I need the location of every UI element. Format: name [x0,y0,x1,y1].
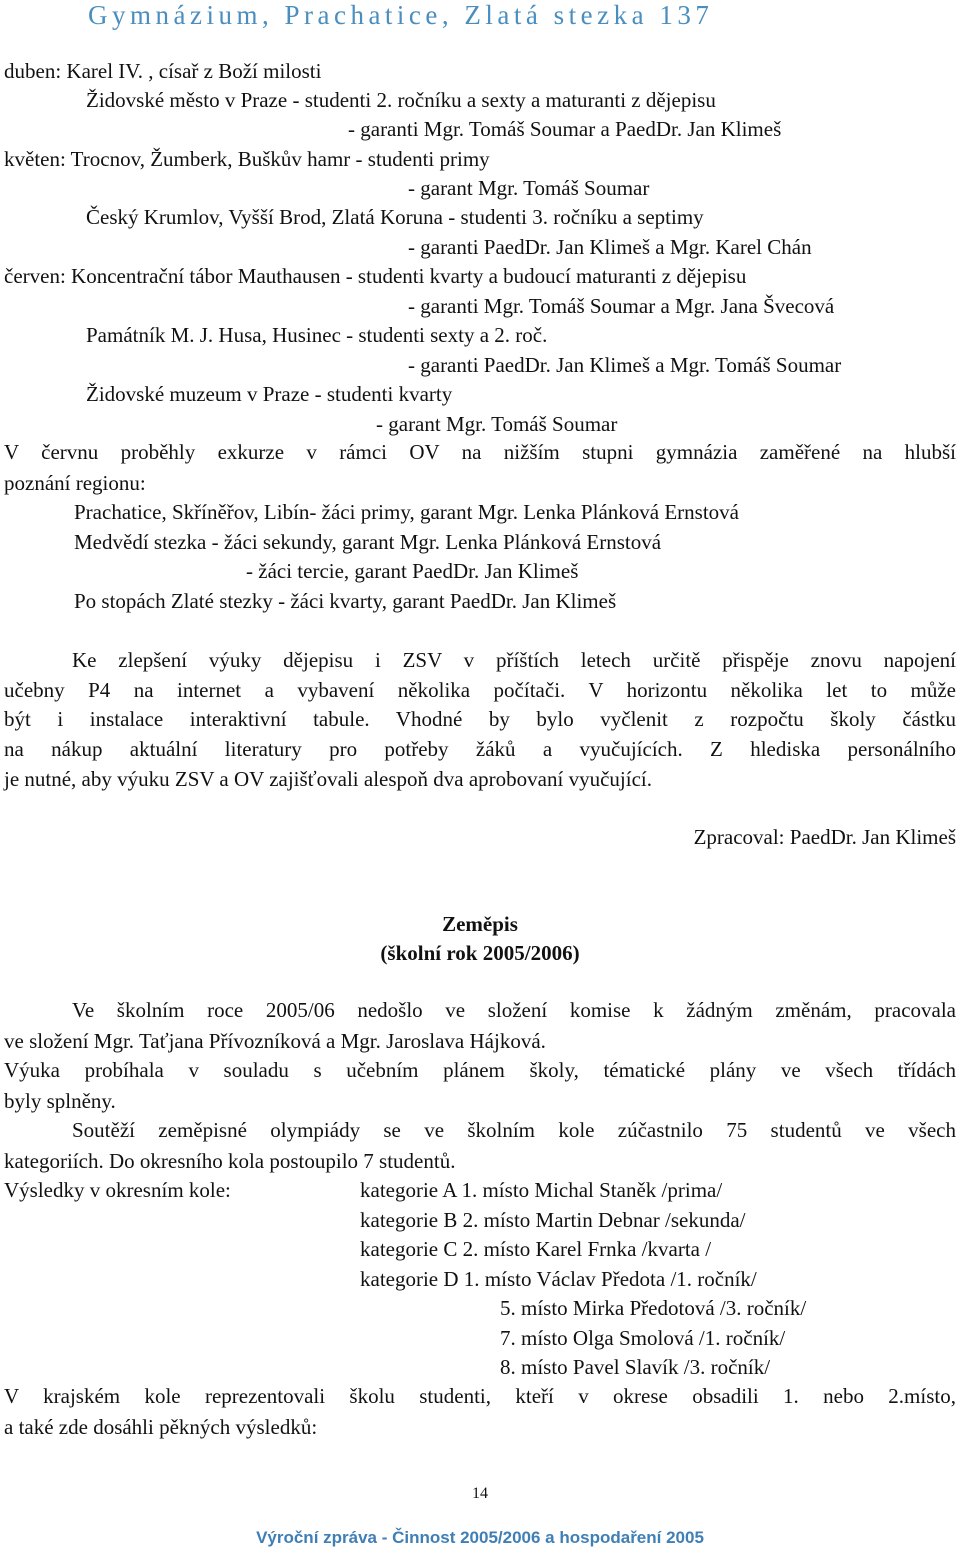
improvement-paragraph-line: Ke zlepšení výuky dějepisu i ZSV v příštích letech určitě přispěje znovu napojení [72,648,956,672]
excursion-guarantor: - garanti Mgr. Tomáš Soumar a Mgr. Jana Švecová [408,294,835,318]
ov-list-item: Prachatice, Skříněřov, Libín- žáci primy, garant Mgr. Lenka Plánková Ernstová [74,500,739,524]
excursion-april: duben: Karel IV. , císař z Boží milosti [4,59,322,83]
page-number: 14 [472,1485,488,1502]
geo-paragraph-line: Soutěží zeměpisné olympiády se ve školním kole zúčastnilo 75 studentů ve všech [72,1118,956,1142]
result-item: 8. místo Pavel Slavík /3. ročník/ [500,1355,771,1379]
geo-paragraph-line: kategoriích. Do okresního kola postoupilo 7 studentů. [4,1149,456,1173]
section-subtitle: (školní rok 2005/2006) [380,941,580,965]
ov-list-item: - žáci tercie, garant PaedDr. Jan Klimeš [246,559,579,583]
improvement-paragraph-line: být i instalace interaktivní tabule. Vhodné by bylo vyčlenit z rozpočtu školy částku [4,707,956,731]
page-footer: Výroční zpráva - Činnost 2005/2006 a hospodaření 2005 [256,1528,704,1547]
result-item: 7. místo Olga Smolová /1. ročník/ [500,1326,786,1350]
excursion-guarantor: - garant Mgr. Tomáš Soumar [376,412,618,436]
geo-paragraph-line: Ve školním roce 2005/06 nedošlo ve složení komise k žádným změnám, pracovala [72,998,956,1022]
ov-paragraph-line: V červnu proběhly exkurze v rámci OV na nižším stupni gymnázia zaměřené na hlubší [4,440,956,464]
ov-paragraph-line: poznání regionu: [4,471,146,495]
geo-paragraph-line: Výuka probíhala v souladu s učebním plánem školy, tématické plány ve všech třídách [4,1058,956,1082]
ov-list-item: Po stopách Zlaté stezky - žáci kvarty, garant PaedDr. Jan Klimeš [74,589,617,613]
geo-paragraph-line: byly splněny. [4,1089,116,1113]
excursion-may: květen: Trocnov, Žumberk, Buškův hamr - studenti primy [4,147,490,171]
geo-paragraph-line: a také zde dosáhli pěkných výsledků: [4,1415,318,1439]
result-item: kategorie B 2. místo Martin Debnar /sekunda/ [360,1208,746,1232]
signature: Zpracoval: PaedDr. Jan Klimeš [693,825,956,849]
improvement-paragraph-line: na nákup aktuální literatury pro potřeby žáků a vyučujících. Z hlediska personálního [4,737,956,761]
results-label: Výsledky v okresním kole: [4,1178,231,1202]
excursion-june: červen: Koncentrační tábor Mauthausen - studenti kvarty a budoucí maturanti z dějepisu [4,264,747,288]
excursion-line: Židovské město v Praze - studenti 2. ročníku a sexty a maturanti z dějepisu [86,88,716,112]
excursion-guarantor: - garanti Mgr. Tomáš Soumar a PaedDr. Jan Klimeš [348,117,782,141]
excursion-line: Český Krumlov, Vyšší Brod, Zlatá Koruna - studenti 3. ročníku a septimy [86,205,704,229]
geo-paragraph-line: ve složení Mgr. Taťjana Přívozníková a Mgr. Jaroslava Hájková. [4,1029,546,1053]
page-header-title: Gymnázium, Prachatice, Zlatá stezka 137 [88,0,714,30]
excursion-line: Památník M. J. Husa, Husinec - studenti sexty a 2. roč. [86,323,548,347]
section-title: Zeměpis [442,912,518,936]
geo-paragraph-line: V krajském kole reprezentovali školu studenti, kteří v okrese obsadili 1. nebo 2.místo, [4,1384,956,1408]
excursion-line: Židovské muzeum v Praze - studenti kvarty [86,382,453,406]
excursion-guarantor: - garanti PaedDr. Jan Klimeš a Mgr. Karel Chán [408,235,812,259]
improvement-paragraph-line: učebny P4 na internet a vybavení několika počítači. V horizontu několika let to může [4,678,956,702]
excursion-guarantor: - garanti PaedDr. Jan Klimeš a Mgr. Tomáš Soumar [408,353,842,377]
ov-list-item: Medvědí stezka - žáci sekundy, garant Mgr. Lenka Plánková Ernstová [74,530,662,554]
result-item: kategorie A 1. místo Michal Staněk /prima/ [360,1178,723,1202]
improvement-paragraph-line: je nutné, aby výuku ZSV a OV zajišťovali alespoň dva aprobovaní vyučující. [4,767,652,791]
excursion-guarantor: - garant Mgr. Tomáš Soumar [408,176,650,200]
result-item: kategorie C 2. místo Karel Frnka /kvarta / [360,1237,712,1261]
result-item: kategorie D 1. místo Václav Předota /1. ročník/ [360,1267,757,1291]
result-item: 5. místo Mirka Předotová /3. ročník/ [500,1296,807,1320]
